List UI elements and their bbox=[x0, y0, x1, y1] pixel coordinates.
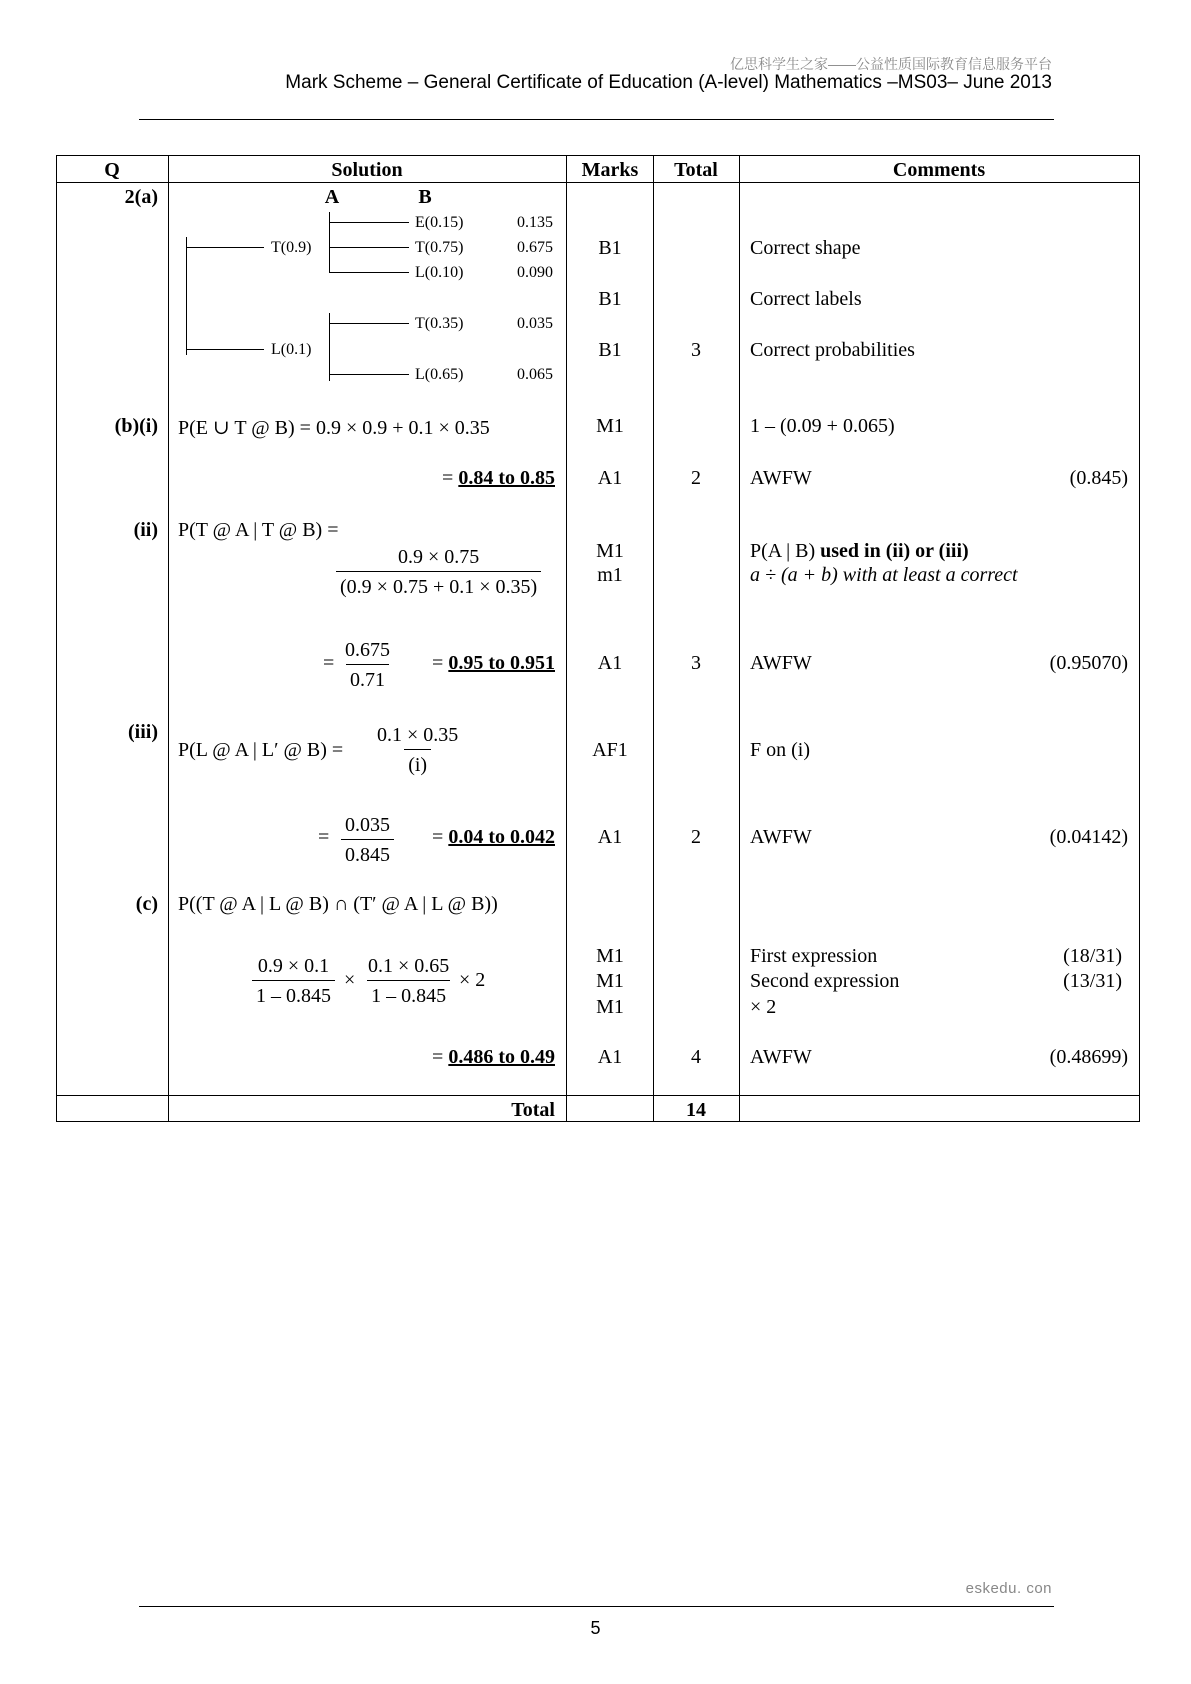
comment: × 2 bbox=[750, 996, 777, 1018]
times-sign: × bbox=[344, 969, 356, 991]
fraction: $\frac{0.035}{0.845}$ bbox=[341, 815, 394, 865]
grand-total: 14 bbox=[686, 1099, 706, 1121]
header-q: Q bbox=[104, 159, 120, 181]
fraction: $\frac{0.9 \times 0.1}{1 - 0.845}$ bbox=[252, 956, 335, 1006]
footer-watermark: eskedu. con bbox=[965, 1580, 1052, 1597]
answer-value: 0.04 to 0.042 bbox=[448, 826, 555, 848]
header-comments: Comments bbox=[892, 159, 986, 181]
page-number: 5 bbox=[590, 1618, 601, 1638]
comment: First expression bbox=[750, 945, 878, 967]
header-rule bbox=[139, 119, 1054, 120]
tree-prob: 0.035 bbox=[517, 315, 553, 332]
fraction: $\frac{0.1 \times 0.35}{(i)}$ bbox=[377, 724, 459, 776]
mark: A1 bbox=[597, 826, 623, 848]
header-title: Mark Scheme – General Certificate of Education (A-level) Mathematics –MS03– June 2013 bbox=[285, 72, 1052, 93]
tree-prob: 0.065 bbox=[517, 366, 553, 383]
tree-prob: 0.135 bbox=[517, 214, 553, 231]
comment: a ÷ (a + b) with at least a correct bbox=[750, 564, 1018, 586]
solution-line: P(T @ A | T @ B) = bbox=[178, 519, 339, 541]
tree-branch-L: L(0.1) bbox=[271, 341, 312, 358]
mark: B1 bbox=[598, 288, 622, 310]
header-watermark: 亿思科学生之家——公益性质国际教育信息服务平台 bbox=[730, 56, 1052, 72]
tree-branch-LT: T(0.35) bbox=[415, 315, 464, 332]
mark: B1 bbox=[598, 339, 622, 361]
header-total: Total bbox=[674, 159, 718, 181]
total: 3 bbox=[691, 652, 701, 674]
tree-prob: 0.090 bbox=[517, 264, 553, 281]
comment-value: (18/31) bbox=[1063, 945, 1122, 967]
tree-branch-E: E(0.15) bbox=[415, 214, 464, 231]
comment: Correct shape bbox=[750, 237, 861, 259]
total-label: Total bbox=[511, 1099, 555, 1121]
footer-rule bbox=[139, 1606, 1054, 1607]
mark: M1 bbox=[596, 945, 624, 967]
table-col-border bbox=[168, 155, 169, 1122]
times-two: × 2 bbox=[459, 969, 486, 991]
table-col-border bbox=[56, 155, 57, 1122]
tree-branch-TL: L(0.10) bbox=[415, 264, 464, 281]
answer-line: = 0.04 to 0.042 bbox=[432, 826, 555, 848]
answer-value: 0.84 to 0.85 bbox=[458, 467, 555, 489]
question-2a-label: 2(a) bbox=[124, 186, 158, 208]
mark: AF1 bbox=[592, 739, 628, 761]
tree-column-b: B bbox=[418, 186, 432, 208]
tree-branch-TT: T(0.75) bbox=[415, 239, 464, 256]
table-col-border bbox=[739, 155, 740, 1122]
question-2c-label: (c) bbox=[135, 893, 158, 915]
comment: Correct probabilities bbox=[750, 339, 915, 361]
equals: = bbox=[323, 652, 335, 674]
mark: M1 bbox=[596, 415, 624, 437]
mark: m1 bbox=[597, 564, 623, 586]
solution-line: P(E ∪ T @ B) = 0.9 × 0.9 + 0.1 × 0.35 bbox=[178, 417, 490, 439]
comment: AWFW bbox=[750, 826, 812, 848]
mark: M1 bbox=[596, 540, 624, 562]
header-marks: Marks bbox=[581, 159, 639, 181]
mark: A1 bbox=[597, 467, 623, 489]
comment: F on (i) bbox=[750, 739, 810, 761]
answer-line: = 0.486 to 0.49 bbox=[432, 1046, 555, 1068]
comment-value: (0.95070) bbox=[1049, 652, 1128, 674]
table-col-border bbox=[566, 155, 567, 1122]
question-2bi-label: (b)(i) bbox=[114, 415, 158, 437]
comment: Second expression bbox=[750, 970, 900, 992]
total: 2 bbox=[691, 467, 701, 489]
answer-line: = 0.84 to 0.85 bbox=[442, 467, 555, 489]
answer-line: = 0.95 to 0.951 bbox=[432, 652, 555, 674]
comment: Correct labels bbox=[750, 288, 862, 310]
table-col-border bbox=[653, 155, 654, 1122]
comment: AWFW bbox=[750, 652, 812, 674]
mark: M1 bbox=[596, 970, 624, 992]
tree-branch-LL: L(0.65) bbox=[415, 366, 464, 383]
fraction: $\frac{0.675}{0.71}$ bbox=[345, 639, 390, 691]
answer-value: 0.486 to 0.49 bbox=[448, 1046, 555, 1068]
tree-branch-T: T(0.9) bbox=[271, 239, 312, 256]
comment-value: (0.04142) bbox=[1049, 826, 1128, 848]
solution-line: P(L @ A | L′ @ B) = bbox=[178, 739, 344, 761]
question-2biii-label: (iii) bbox=[128, 721, 158, 743]
comment: P(A | B) used in (ii) or (iii) bbox=[750, 540, 969, 562]
mark: A1 bbox=[597, 652, 623, 674]
header-solution: Solution bbox=[331, 159, 403, 181]
comment-value: (0.48699) bbox=[1049, 1046, 1128, 1068]
table-top-border bbox=[56, 155, 1139, 156]
answer-value: 0.95 to 0.951 bbox=[448, 652, 555, 674]
comment: AWFW bbox=[750, 1046, 812, 1068]
table-bottom-border bbox=[56, 1121, 1139, 1122]
mark: A1 bbox=[597, 1046, 623, 1068]
table-header-border bbox=[56, 182, 1139, 183]
comment-value: (0.845) bbox=[1069, 467, 1128, 489]
comment-value: (13/31) bbox=[1063, 970, 1122, 992]
comment: 1 – (0.09 + 0.065) bbox=[750, 415, 895, 437]
mark: B1 bbox=[598, 237, 622, 259]
question-2bii-label: (ii) bbox=[133, 519, 158, 541]
solution-line: P((T @ A | L @ B) ∩ (T′ @ A | L @ B)) bbox=[178, 893, 498, 915]
fraction: $\frac{0.9 \times 0.75}{(0.9 \times 0.75 + 0.1 \times 0.35)}$ bbox=[336, 547, 541, 597]
total: 3 bbox=[691, 339, 701, 361]
equals: = bbox=[318, 826, 330, 848]
table-col-border bbox=[1139, 155, 1140, 1122]
table-total-border bbox=[56, 1095, 1139, 1096]
comment: AWFW bbox=[750, 467, 812, 489]
mark: M1 bbox=[596, 996, 624, 1018]
tree-column-a: A bbox=[324, 186, 340, 208]
fraction: $\frac{0.1 \times 0.65}{1 - 0.845}$ bbox=[368, 955, 450, 1007]
tree-prob: 0.675 bbox=[517, 239, 553, 256]
total: 4 bbox=[691, 1046, 701, 1068]
total: 2 bbox=[691, 826, 701, 848]
